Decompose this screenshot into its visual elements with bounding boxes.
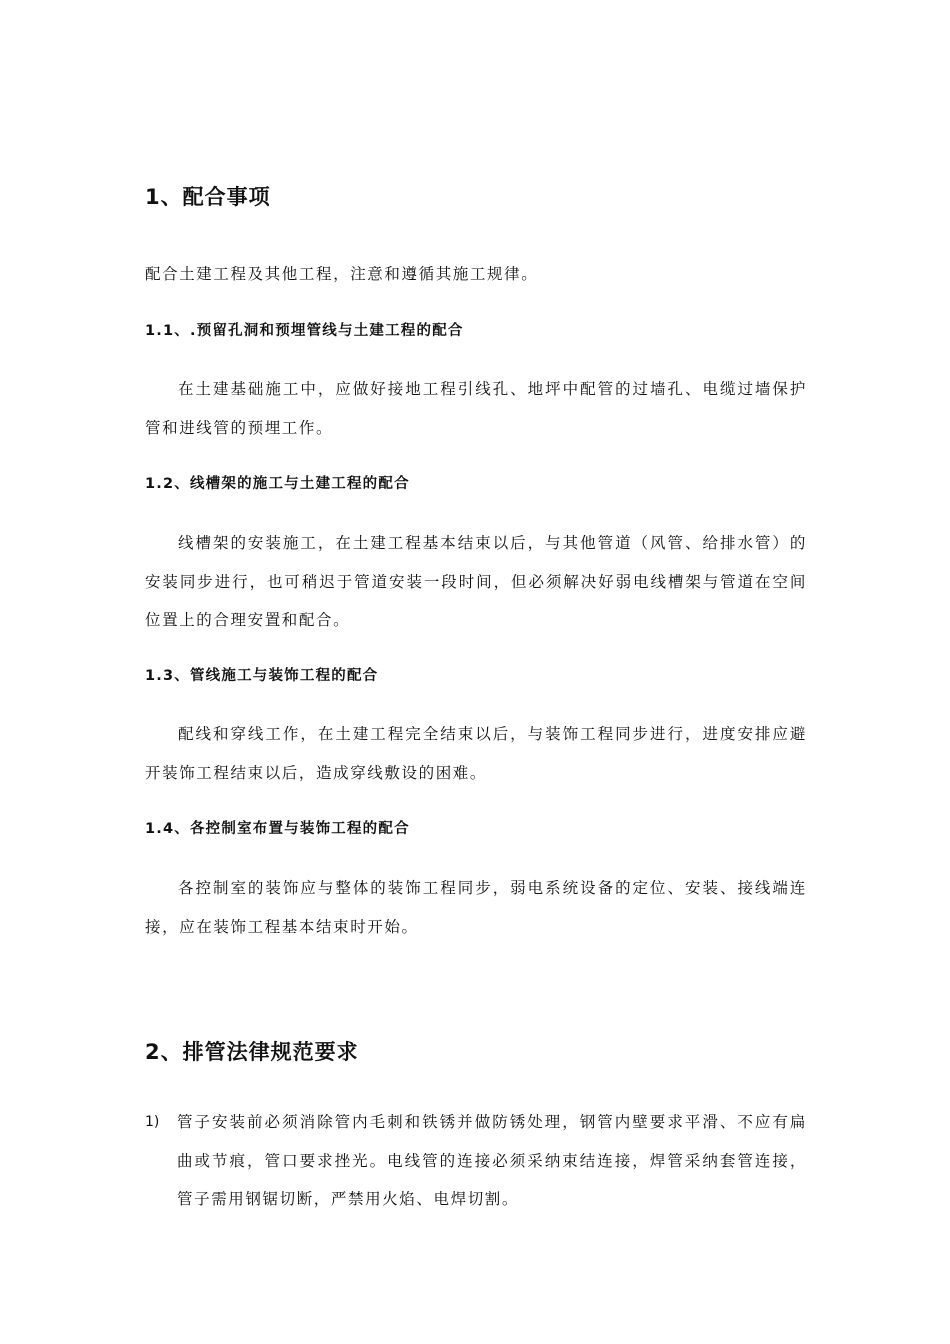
section-heading-2: 2、排管法律规范要求 <box>145 1040 359 1064</box>
subsection-heading-1-3: 1.3、管线施工与装饰工程的配合 <box>145 668 379 684</box>
subsection-body-1-1: 在土建基础施工中，应做好接地工程引线孔、地坪中配管的过墙孔、电缆过墙保护管和进线管的预埋工作。 <box>145 380 807 437</box>
section-1-intro: 配合土建工程及其他工程，注意和遵循其施工规律。 <box>145 265 539 283</box>
subsection-heading-1-1: 1.1、.预留孔洞和预埋管线与土建工程的配合 <box>145 323 464 339</box>
subsection-body-1-4: 各控制室的装饰应与整体的装饰工程同步，弱电系统设备的定位、安装、接线端连接，应在装饰工程基本结束时开始。 <box>145 879 807 936</box>
subsection-heading-1-4: 1.4、各控制室布置与装饰工程的配合 <box>145 821 410 837</box>
subsection-body-1-3: 配线和穿线工作，在土建工程完全结束以后，与装饰工程同步进行，进度安排应避开装饰工程结束以后，造成穿线敷设的困难。 <box>145 725 807 782</box>
list-item-text: 管子安装前必须消除管内毛刺和铁锈并做防锈处理，钢管内壁要求平滑、不应有扁曲或节痕，管口要求挫光。电线管的连接必须采纳束结连接，焊管采纳套管连接，管子需用钢锯切断，严禁用火焰、电焊切割。 <box>177 1113 807 1208</box>
section-heading-1: 1、配合事项 <box>145 185 271 209</box>
list-item-number: 1) <box>145 1114 160 1130</box>
subsection-body-1-2: 线槽架的安装施工，在土建工程基本结束以后，与其他管道（风管、给排水管）的安装同步进行，也可稍迟于管道安装一段时间，但必须解决好弱电线槽架与管道在空间位置上的合理安置和配合。 <box>145 534 807 629</box>
subsection-heading-1-2: 1.2、线槽架的施工与土建工程的配合 <box>145 476 410 492</box>
